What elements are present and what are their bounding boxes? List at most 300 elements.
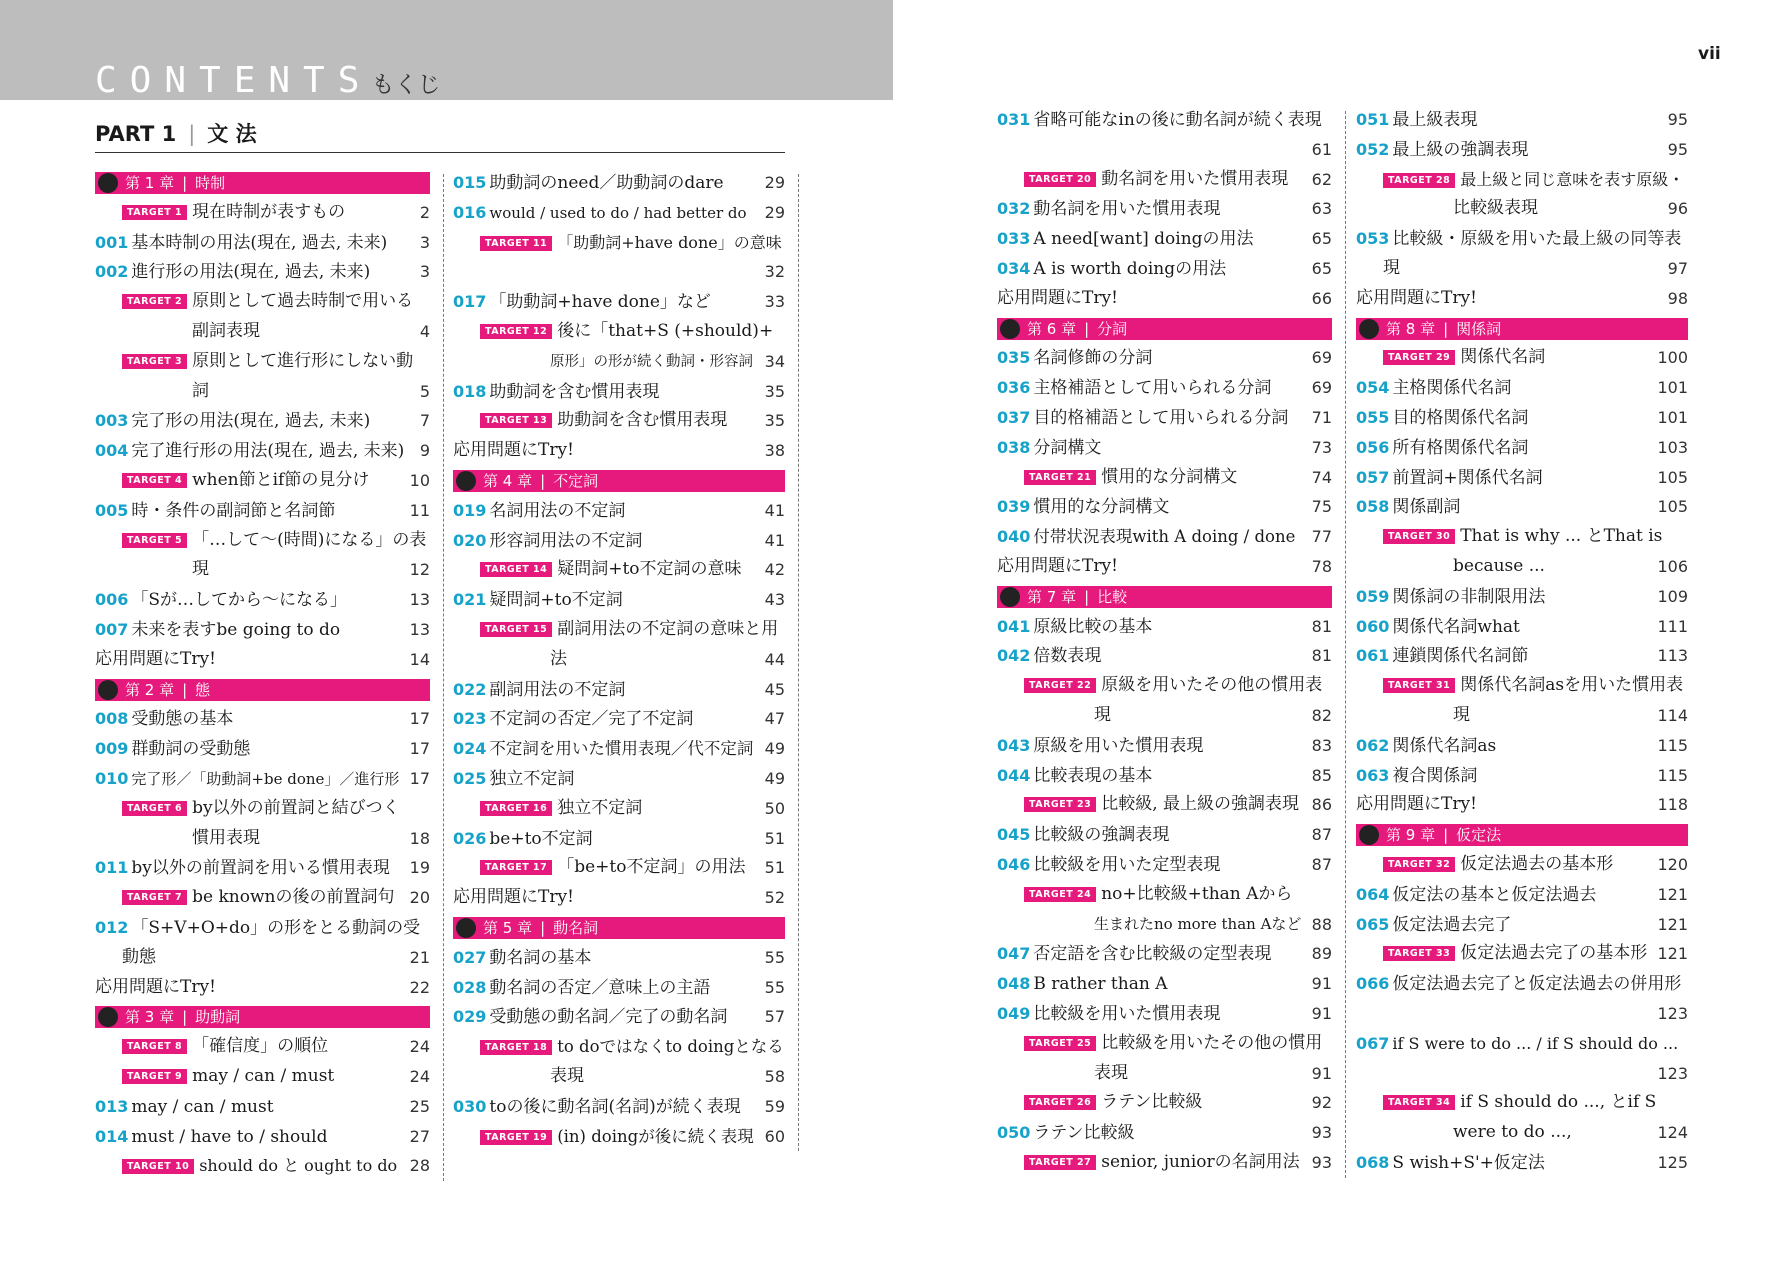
- target-entry[interactable]: [997, 1029, 1332, 1059]
- page-ref: 111: [1657, 616, 1688, 636]
- chapter-heading[interactable]: [1356, 318, 1688, 340]
- entry-text: 関係副詞: [1392, 497, 1461, 518]
- target-entry[interactable]: [997, 790, 1332, 820]
- entry-text: 仮定法過去完了: [1392, 914, 1512, 935]
- toc-entry[interactable]: [95, 1092, 430, 1122]
- toc-entry-continuation[interactable]: [453, 257, 785, 287]
- entry-text: 仮定法過去の基本形: [1460, 853, 1614, 874]
- chapter-separator: |: [1084, 319, 1090, 338]
- toc-entry[interactable]: [453, 973, 785, 1003]
- item-code: 024: [453, 739, 487, 759]
- toc-entry[interactable]: [997, 761, 1332, 791]
- page-ref: 41: [764, 530, 785, 550]
- target-entry[interactable]: [1356, 343, 1688, 373]
- target-badge: TARGET 27: [1024, 1155, 1096, 1170]
- chapter-name: 態: [195, 680, 211, 699]
- toc-entry[interactable]: [997, 254, 1332, 284]
- target-entry[interactable]: [453, 615, 785, 645]
- toc-entry[interactable]: [997, 939, 1332, 969]
- entry-text: 比較級の強調表現: [1033, 825, 1170, 846]
- toc-entry-continuation[interactable]: [95, 555, 430, 585]
- toc-entry[interactable]: [997, 492, 1332, 522]
- entry-text: 「Sが…してから〜になる」: [131, 590, 348, 611]
- toc-entry[interactable]: [997, 999, 1332, 1029]
- item-code: 038: [997, 437, 1031, 457]
- entry-text: 表現: [550, 1065, 584, 1086]
- target-entry[interactable]: [997, 1088, 1332, 1118]
- toc-entry[interactable]: [453, 585, 785, 615]
- page-ref: 19: [409, 858, 430, 878]
- entry-text: 助動詞のneed／助動詞のdare: [489, 173, 724, 193]
- target-entry[interactable]: [1356, 165, 1688, 195]
- chapter-separator: |: [1084, 587, 1090, 606]
- page-ref: 60: [764, 1126, 785, 1146]
- toc-entry-continuation[interactable]: [1356, 254, 1688, 284]
- toc-entry-continuation[interactable]: [1356, 552, 1688, 582]
- chapter-number: 第 4 章: [483, 471, 533, 490]
- target-entry[interactable]: [95, 526, 430, 556]
- toc-entry[interactable]: [997, 224, 1332, 254]
- page-ref: 50: [764, 798, 785, 818]
- item-code: 014: [95, 1126, 129, 1146]
- toc-entry[interactable]: [1356, 641, 1688, 671]
- toc-entry[interactable]: [95, 585, 430, 615]
- toc-entry[interactable]: [997, 343, 1332, 373]
- chapter-heading[interactable]: [1356, 824, 1688, 846]
- toc-entry[interactable]: [453, 764, 785, 794]
- toc-entry[interactable]: [1356, 790, 1688, 820]
- page-ref: 75: [1311, 497, 1332, 517]
- item-code: 047: [997, 944, 1031, 964]
- entry-text: 詞: [192, 380, 209, 401]
- toc-entry[interactable]: [997, 403, 1332, 433]
- target-entry[interactable]: [997, 463, 1332, 493]
- target-entry[interactable]: [453, 1032, 785, 1062]
- page-ref: 114: [1657, 705, 1688, 725]
- page-ref: 87: [1311, 854, 1332, 874]
- target-entry[interactable]: [453, 853, 785, 883]
- entry-text: 疑問詞+to不定詞: [489, 590, 623, 611]
- target-entry[interactable]: [95, 287, 430, 317]
- page-ref: 113: [1657, 646, 1688, 666]
- target-badge: TARGET 28: [1383, 173, 1455, 188]
- target-entry[interactable]: [453, 317, 785, 347]
- entry-text: by以外の前置詞と結びつく: [192, 797, 400, 818]
- chapter-heading[interactable]: [95, 172, 430, 194]
- item-code: 048: [997, 974, 1031, 994]
- target-badge: TARGET 9: [122, 1069, 187, 1084]
- page-ref: 57: [764, 1007, 785, 1027]
- toc-entry[interactable]: [453, 943, 785, 973]
- entry-text: to doではなくto doingとなる: [557, 1037, 784, 1057]
- page-ref: 101: [1657, 407, 1688, 427]
- toc-entry[interactable]: [1356, 463, 1688, 493]
- toc-entry-continuation[interactable]: [453, 1062, 785, 1092]
- chapter-number: 第 1 章: [125, 174, 175, 192]
- page-ref: 49: [764, 768, 785, 788]
- entry-text: ラテン比較級: [1101, 1092, 1203, 1113]
- page-ref: 71: [1311, 407, 1332, 427]
- chapter-heading[interactable]: [95, 679, 430, 701]
- chapter-name: 動名詞: [553, 918, 599, 937]
- target-badge: TARGET 12: [480, 324, 552, 339]
- toc-entry[interactable]: [95, 734, 430, 764]
- toc-entry[interactable]: [997, 522, 1332, 552]
- chapter-name: 比較: [1097, 587, 1128, 606]
- item-code: 007: [95, 619, 129, 639]
- item-code: 019: [453, 500, 487, 520]
- page-ref: 7: [419, 411, 430, 431]
- page-ref: 123: [1657, 1003, 1688, 1023]
- toc-entry-continuation[interactable]: [95, 943, 430, 973]
- toc-entry[interactable]: [997, 850, 1332, 880]
- entry-text: 副詞用法の不定詞の意味と用: [557, 618, 779, 639]
- entry-text: 慣用的な分詞構文: [1033, 497, 1170, 518]
- toc-entry[interactable]: [1356, 373, 1688, 403]
- item-code: 049: [997, 1003, 1031, 1023]
- toc-entry-continuation[interactable]: [1356, 701, 1688, 731]
- entry-text: 所有格関係代名詞: [1392, 437, 1529, 458]
- chapter-dot-icon: [98, 173, 118, 193]
- entry-text: 応用問題にTry!: [997, 287, 1118, 308]
- toc-entry[interactable]: [95, 764, 430, 794]
- entry-text: 前置詞+関係代名詞: [1392, 467, 1543, 488]
- toc-entry[interactable]: [997, 135, 1332, 165]
- entry-text: 主格関係代名詞: [1392, 378, 1512, 399]
- entry-text: 表現: [1094, 1062, 1128, 1083]
- page-ref: 44: [764, 649, 785, 669]
- target-entry[interactable]: [95, 466, 430, 496]
- target-badge: TARGET 17: [480, 860, 552, 875]
- toc-entry[interactable]: [997, 820, 1332, 850]
- page-ref: 21: [409, 947, 430, 967]
- target-entry[interactable]: [95, 794, 430, 824]
- target-badge: TARGET 18: [480, 1040, 552, 1055]
- toc-entry[interactable]: [997, 612, 1332, 642]
- item-code: 009: [95, 739, 129, 759]
- entry-text: 関係詞の非制限用法: [1392, 586, 1546, 607]
- toc-entry[interactable]: [1356, 284, 1688, 314]
- part-title: 文 法: [207, 122, 257, 146]
- target-entry[interactable]: [1356, 1088, 1688, 1118]
- toc-entry-continuation[interactable]: [997, 910, 1332, 940]
- toc-entry-continuation[interactable]: [95, 824, 430, 854]
- toc-entry[interactable]: [1356, 761, 1688, 791]
- target-entry[interactable]: [997, 1148, 1332, 1178]
- page-ref: 11: [409, 500, 430, 520]
- item-code: 005: [95, 500, 129, 520]
- page-ref: 13: [409, 590, 430, 610]
- item-code: 036: [997, 378, 1031, 398]
- toc-entry-continuation[interactable]: [1356, 1118, 1688, 1148]
- page-ref: 88: [1311, 914, 1332, 934]
- toc-entry[interactable]: [1356, 969, 1688, 999]
- chapter-heading[interactable]: [997, 586, 1332, 608]
- toc-entry[interactable]: [453, 168, 785, 198]
- toc-entry[interactable]: [95, 615, 430, 645]
- target-entry[interactable]: [1356, 671, 1688, 701]
- target-badge: TARGET 1: [122, 205, 187, 220]
- target-entry[interactable]: [997, 165, 1332, 195]
- item-code: 068: [1356, 1152, 1390, 1172]
- target-badge: TARGET 2: [122, 294, 187, 309]
- target-entry[interactable]: [453, 794, 785, 824]
- toc-entry-continuation[interactable]: [1356, 194, 1688, 224]
- toc-entry[interactable]: [997, 105, 1332, 135]
- item-code: 045: [997, 825, 1031, 845]
- entry-text: (in) doingが後に続く表現: [557, 1126, 754, 1146]
- item-code: 051: [1356, 110, 1390, 129]
- toc-entry[interactable]: [95, 228, 430, 258]
- toc-entry[interactable]: [1356, 999, 1688, 1029]
- page-ref: 34: [764, 351, 785, 371]
- entry-text: 後に「that+S (+should)+: [557, 320, 774, 341]
- toc-entry[interactable]: [1356, 880, 1688, 910]
- target-badge: TARGET 11: [480, 236, 552, 251]
- toc-entry[interactable]: [997, 284, 1332, 314]
- toc-entry[interactable]: [1356, 135, 1688, 165]
- target-badge: TARGET 6: [122, 801, 187, 816]
- toc-entry[interactable]: [1356, 612, 1688, 642]
- item-code: 043: [997, 735, 1031, 755]
- entry-text: B rather than A: [1033, 974, 1168, 995]
- chapter-name: 関係詞: [1456, 319, 1502, 338]
- page-ref: 95: [1667, 139, 1688, 159]
- toc-entry[interactable]: [1356, 492, 1688, 522]
- page-ref: 91: [1311, 1003, 1332, 1023]
- page-ref: 92: [1311, 1093, 1332, 1113]
- toc-entry-continuation[interactable]: [997, 1059, 1332, 1089]
- target-entry[interactable]: [95, 883, 430, 913]
- target-badge: TARGET 16: [480, 801, 552, 816]
- toc-entry[interactable]: [1356, 910, 1688, 940]
- page-ref: 115: [1657, 765, 1688, 785]
- item-code: 022: [453, 679, 487, 699]
- toc-entry-continuation[interactable]: [95, 317, 430, 347]
- item-code: 006: [95, 590, 129, 610]
- entry-text: if S should do ..., とif S: [1460, 1092, 1657, 1113]
- target-badge: TARGET 24: [1024, 887, 1096, 902]
- chapter-heading[interactable]: [95, 1006, 430, 1028]
- toc-entry[interactable]: [1356, 105, 1688, 135]
- entry-text: 目的格関係代名詞: [1392, 407, 1529, 428]
- toc-entry[interactable]: [453, 496, 785, 526]
- target-entry[interactable]: [95, 1032, 430, 1062]
- toc-entry[interactable]: [1356, 731, 1688, 761]
- toc-entry[interactable]: [1356, 403, 1688, 433]
- toc-entry[interactable]: [453, 704, 785, 734]
- entry-text: 現: [1094, 704, 1111, 725]
- target-badge: TARGET 22: [1024, 678, 1096, 693]
- entry-text: 動名詞の基本: [489, 947, 592, 968]
- page-ref: 120: [1657, 854, 1688, 874]
- item-code: 056: [1356, 437, 1390, 457]
- target-entry[interactable]: [453, 555, 785, 585]
- page-ref: 101: [1657, 378, 1688, 398]
- contents-title-ja: もくじ: [371, 72, 441, 98]
- toc-entry[interactable]: [1356, 433, 1688, 463]
- chapter-number: 第 8 章: [1386, 319, 1436, 338]
- page-ref: 65: [1311, 229, 1332, 249]
- toc-entry[interactable]: [997, 433, 1332, 463]
- page-ref: 118: [1657, 795, 1688, 815]
- target-entry[interactable]: [453, 406, 785, 436]
- target-entry[interactable]: [95, 347, 430, 377]
- item-code: 058: [1356, 497, 1390, 517]
- item-code: 063: [1356, 765, 1390, 785]
- page-ref: 12: [409, 560, 430, 580]
- toc-entry[interactable]: [997, 1118, 1332, 1148]
- toc-entry[interactable]: [1356, 224, 1688, 254]
- chapter-number: 第 2 章: [125, 680, 175, 699]
- page-ref: 125: [1657, 1152, 1688, 1172]
- chapter-name: 時制: [195, 174, 226, 192]
- page-ref: 20: [409, 888, 430, 908]
- toc-entry[interactable]: [95, 406, 430, 436]
- item-code: 001: [95, 232, 129, 252]
- item-code: 025: [453, 768, 487, 788]
- chapter-heading[interactable]: [453, 470, 785, 492]
- toc-entry[interactable]: [95, 973, 430, 1003]
- toc-entry-continuation[interactable]: [95, 377, 430, 407]
- entry-text: 動態: [122, 946, 156, 967]
- item-code: 039: [997, 497, 1031, 517]
- page-ref: 41: [764, 500, 785, 520]
- toc-entry[interactable]: [95, 645, 430, 675]
- entry-text: 「…して〜(時間)になる」の表: [192, 529, 427, 550]
- chapter-dot-icon: [1000, 587, 1020, 607]
- toc-entry[interactable]: [95, 257, 430, 287]
- entry-text: no+比較級+than Aから: [1101, 883, 1293, 904]
- toc-entry-continuation[interactable]: [453, 347, 785, 377]
- item-code: 040: [997, 527, 1031, 547]
- entry-text: 「S+V+O+do」の形をとる動詞の受: [131, 917, 421, 938]
- toc-entry[interactable]: [95, 1122, 430, 1152]
- toc-entry[interactable]: [95, 496, 430, 526]
- toc-entry[interactable]: [453, 436, 785, 466]
- chapter-heading[interactable]: [997, 318, 1332, 340]
- toc-entry[interactable]: [1356, 1059, 1688, 1089]
- toc-entry[interactable]: [453, 377, 785, 407]
- entry-text: 時・条件の副詞節と名詞節: [131, 500, 336, 521]
- page-ref: 24: [409, 1037, 430, 1057]
- toc-entry-continuation[interactable]: [453, 645, 785, 675]
- page-ref: 52: [764, 888, 785, 908]
- page-ref: 66: [1311, 288, 1332, 308]
- toc-entry[interactable]: [95, 853, 430, 883]
- page-ref: 3: [419, 232, 430, 252]
- page-ref: 86: [1311, 795, 1332, 815]
- entry-text: 最上級表現: [1392, 110, 1478, 130]
- toc-entry[interactable]: [95, 913, 430, 943]
- chapter-heading[interactable]: [453, 917, 785, 939]
- toc-entry[interactable]: [95, 436, 430, 466]
- entry-text: 仮定法過去完了の基本形: [1460, 943, 1648, 964]
- toc-entry[interactable]: [997, 373, 1332, 403]
- target-badge: TARGET 13: [480, 413, 552, 428]
- target-badge: TARGET 32: [1383, 857, 1455, 872]
- item-code: 010: [95, 768, 129, 788]
- entry-text: 副詞用法の不定詞: [489, 679, 626, 700]
- page-ref: 98: [1667, 288, 1688, 308]
- toc-entry-continuation[interactable]: [997, 701, 1332, 731]
- toc-entry[interactable]: [997, 641, 1332, 671]
- item-code: 003: [95, 411, 129, 431]
- toc-entry[interactable]: [453, 734, 785, 764]
- toc-entry[interactable]: [453, 824, 785, 854]
- chapter-name: 分詞: [1097, 319, 1128, 338]
- toc-entry[interactable]: [1356, 1148, 1688, 1178]
- toc-entry[interactable]: [453, 1092, 785, 1122]
- target-entry[interactable]: [1356, 522, 1688, 552]
- target-entry[interactable]: [1356, 939, 1688, 969]
- toc-entry[interactable]: [453, 287, 785, 317]
- page-ref: 33: [764, 292, 785, 312]
- page-ref: 5: [419, 381, 430, 401]
- entry-text: 省略可能なinの後に動名詞が続く表現: [1033, 110, 1322, 130]
- toc-entry[interactable]: [1356, 1029, 1688, 1059]
- item-code: 026: [453, 828, 487, 848]
- page-ref: 63: [1311, 199, 1332, 219]
- entry-text: 生まれたno more than Aなど: [1094, 914, 1302, 933]
- target-badge: TARGET 10: [122, 1159, 194, 1174]
- target-entry[interactable]: [453, 228, 785, 258]
- item-code: 065: [1356, 914, 1390, 934]
- toc-entry[interactable]: [997, 731, 1332, 761]
- entry-text: 比較表現の基本: [1033, 765, 1153, 786]
- page-ref: 22: [409, 977, 430, 997]
- toc-entry[interactable]: [453, 1002, 785, 1032]
- entry-text: be+to不定詞: [489, 828, 593, 849]
- target-entry[interactable]: [95, 1062, 430, 1092]
- entry-text: ラテン比較級: [1033, 1123, 1135, 1144]
- target-entry[interactable]: [453, 1122, 785, 1152]
- entry-text: 原則として進行形にしない動: [192, 350, 414, 371]
- entry-text: 比較級を用いたその他の慣用: [1101, 1032, 1323, 1053]
- toc-column-3: [997, 105, 1332, 1178]
- item-code: 055: [1356, 407, 1390, 427]
- toc-entry[interactable]: [453, 883, 785, 913]
- toc-column-4: [1356, 105, 1688, 1178]
- toc-entry[interactable]: [997, 969, 1332, 999]
- target-entry[interactable]: [1356, 850, 1688, 880]
- toc-entry[interactable]: [997, 194, 1332, 224]
- entry-text: 関係代名詞asを用いた慣用表: [1460, 675, 1684, 696]
- page-ref: 78: [1311, 556, 1332, 576]
- target-entry[interactable]: [997, 880, 1332, 910]
- page-ref: 32: [764, 262, 785, 282]
- toc-entry[interactable]: [997, 552, 1332, 582]
- page-ref: 17: [409, 768, 430, 788]
- page-ref: 35: [764, 381, 785, 401]
- toc-entry[interactable]: [95, 704, 430, 734]
- entry-text: 助動詞を含む慣用表現: [557, 410, 728, 431]
- target-entry[interactable]: [95, 1151, 430, 1181]
- toc-entry[interactable]: [453, 198, 785, 228]
- page-ref: 87: [1311, 825, 1332, 845]
- page-ref: 100: [1657, 348, 1688, 368]
- entry-text: 基本時制の用法(現在, 過去, 未来): [131, 232, 388, 253]
- toc-entry[interactable]: [1356, 582, 1688, 612]
- item-code: 050: [997, 1123, 1031, 1143]
- page-ref: 38: [764, 441, 785, 461]
- target-entry[interactable]: [95, 198, 430, 228]
- chapter-dot-icon: [456, 471, 476, 491]
- target-entry[interactable]: [997, 671, 1332, 701]
- toc-entry[interactable]: [453, 675, 785, 705]
- toc-entry[interactable]: [453, 526, 785, 556]
- chapter-number: 第 5 章: [483, 918, 533, 937]
